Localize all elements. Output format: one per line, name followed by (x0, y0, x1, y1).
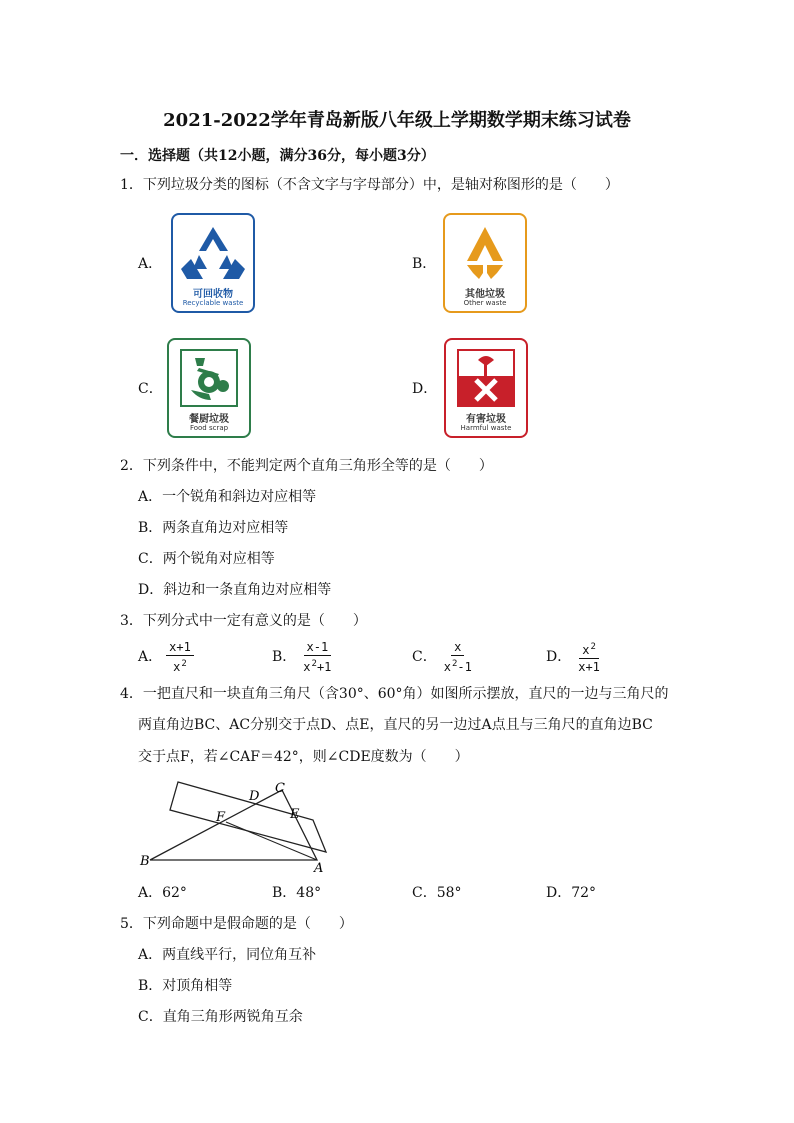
harmful-waste-icon (444, 338, 528, 438)
ruler-shape (170, 782, 326, 852)
q3-a-denominator: $x^2$ (173, 659, 187, 674)
q4-option-b: B．48° (272, 885, 322, 901)
question-4-line-3: 交于点F，若∠CAF＝42°，则∠CDE度数为（ ） (138, 749, 469, 765)
q1-option-b-letter: B． (412, 256, 437, 272)
q3-fraction-a (166, 640, 194, 674)
q3-option-b-letter: B． (272, 649, 297, 665)
q3-fraction-b (300, 640, 334, 674)
point-f-label: F (216, 810, 226, 825)
q3-b-denominator: $x^2+1$ (303, 659, 332, 674)
q3-c-denominator: $x^2-1$ (443, 659, 472, 674)
q3-option-d (546, 640, 603, 674)
exam-title: 2021-2022学年青岛新版八年级上学期数学期末练习试卷 (163, 110, 631, 131)
recycle-sub: Recyclable waste (182, 299, 244, 307)
question-3-stem: 3．下列分式中一定有意义的是（ ） (120, 613, 367, 629)
q2-option-d: D．斜边和一条直角边对应相等 (138, 582, 332, 598)
q1-option-d-letter: D． (412, 381, 438, 397)
q2-option-a: A．一个锐角和斜边对应相等 (138, 489, 317, 505)
point-a-label: A (314, 861, 324, 876)
food-scrap-icon (167, 338, 251, 438)
section-heading: 一．选择题（共12小题，满分36分，每小题3分） (120, 148, 435, 164)
point-b-label: B (140, 854, 150, 869)
q3-option-b (272, 640, 334, 674)
line-af (226, 822, 317, 860)
q3-a-numerator: x+1 (166, 640, 194, 656)
recycle-icon (171, 213, 255, 313)
q3-d-numerator: $x^2$ (579, 640, 599, 659)
q4-option-d: D．72° (546, 885, 597, 901)
food-scrap-sub: Food scrap (189, 424, 229, 432)
q3-option-d-letter: D． (546, 649, 572, 665)
food-scrap-label: 餐厨垃圾 (189, 414, 229, 425)
q3-b-numerator: x-1 (304, 640, 332, 656)
q2-option-b: B．两条直角边对应相等 (138, 520, 289, 536)
other-waste-sub: Other waste (463, 299, 507, 307)
q4-option-c: C．58° (412, 885, 462, 901)
q3-option-a (138, 640, 194, 674)
recycle-label: 可回收物 (193, 289, 233, 300)
q1-option-a-letter: A． (138, 256, 163, 272)
point-d-label: D (249, 789, 260, 804)
point-c-label: C (275, 781, 285, 796)
q5-option-b: B．对顶角相等 (138, 978, 233, 994)
q3-option-c (412, 640, 475, 674)
ruler-triangle-diagram (130, 772, 340, 876)
q3-c-numerator: x (451, 640, 464, 656)
question-2-stem: 2．下列条件中，不能判定两个直角三角形全等的是（ ） (120, 458, 493, 474)
q3-fraction-d (575, 640, 603, 674)
q5-option-a: A．两直线平行，同位角互补 (138, 947, 317, 963)
other-waste-label: 其他垃圾 (465, 289, 505, 300)
q3-d-denominator: x+1 (578, 660, 600, 674)
harmful-waste-label: 有害垃圾 (466, 414, 506, 425)
question-1-stem: 1．下列垃圾分类的图标（不含文字与字母部分）中，是轴对称图形的是（ ） (120, 177, 619, 193)
q3-option-a-letter: A． (138, 649, 163, 665)
q1-option-c-letter: C． (138, 381, 163, 397)
q4-option-a: A．62° (138, 885, 187, 901)
other-waste-icon (443, 213, 527, 313)
question-4-line-1: 4．一把直尺和一块直角三角尺（含30°、60°角）如图所示摆放，直尺的一边与三角尺的 (120, 686, 669, 702)
q3-option-c-letter: C． (412, 649, 437, 665)
q2-option-c: C．两个锐角对应相等 (138, 551, 275, 567)
question-5-stem: 5．下列命题中是假命题的是（ ） (120, 916, 353, 932)
q3-fraction-c (441, 640, 475, 674)
harmful-waste-sub: Harmful waste (460, 424, 512, 432)
point-e-label: E (290, 807, 300, 822)
q5-option-c: C．直角三角形两锐角互余 (138, 1009, 303, 1025)
question-4-line-2: 两直角边BC、AC分别交于点D、点E，直尺的另一边过A点且与三角尺的直角边BC (138, 717, 653, 733)
